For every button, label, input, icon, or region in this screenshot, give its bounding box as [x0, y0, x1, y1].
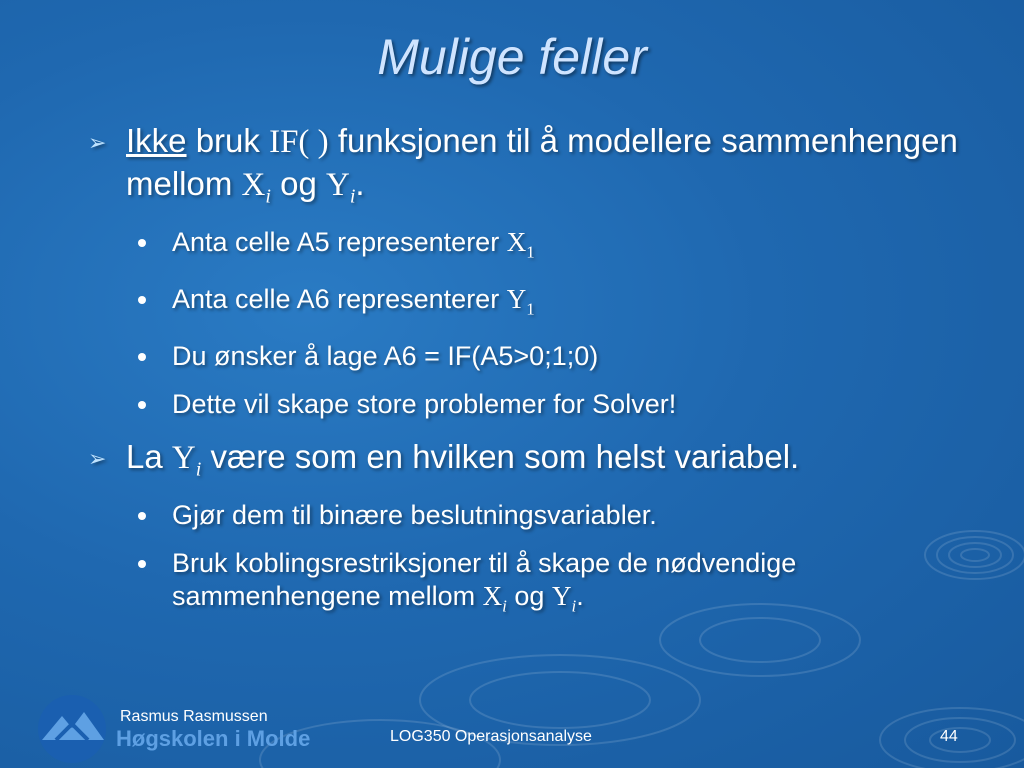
- subscript: 1: [526, 299, 535, 319]
- logo-text: Høgskolen i Molde: [116, 726, 311, 751]
- footer-author: Rasmus Rasmussen: [120, 708, 268, 725]
- y-variable: Y: [171, 440, 196, 477]
- bullet-la-yi: [88, 436, 968, 491]
- y-subscript: i: [349, 185, 356, 208]
- y-variable: Y: [325, 167, 350, 203]
- page-number: 44: [940, 728, 958, 745]
- if-function: IF( ): [269, 124, 329, 160]
- sub-bullet: [88, 283, 968, 325]
- sub-bullet-text: Gjør dem til binære beslutningsvariabler.: [172, 499, 657, 530]
- y-variable: Y: [506, 283, 527, 314]
- sub-bullet-text: Bruk koblingsrestriksjoner til å skape de nødvendige sammenhengene mellom: [172, 547, 797, 611]
- ikke-word: Ikke: [126, 122, 187, 159]
- text-fragment: funksjonen til å modellere sammenhengen mellom: [126, 122, 958, 202]
- subscript: 1: [526, 241, 535, 261]
- x-subscript: i: [265, 185, 271, 208]
- dot-bullet-icon: [138, 239, 146, 247]
- dot-bullet-icon: [138, 560, 146, 568]
- sub-bullet-text: Du ønsker å lage A6 = IF(A5>0;1;0): [172, 341, 599, 372]
- bullet-ikke-bruk-if: [88, 120, 968, 218]
- text-fragment: være som en hvilken som helst variabel.: [201, 438, 800, 476]
- text-fragment: og: [506, 580, 552, 611]
- text-fragment: .: [355, 165, 365, 202]
- sub-bullet-text: Anta celle A5 representerer: [172, 226, 507, 257]
- sub-bullet: [88, 499, 968, 532]
- sub-bullet: [88, 388, 968, 421]
- sub-bullet: [88, 547, 968, 622]
- text-fragment: og: [270, 165, 326, 202]
- sub-bullet: [88, 226, 968, 268]
- x-variable: X: [241, 167, 266, 203]
- sub-bullet: [88, 340, 968, 373]
- sub-bullet-text: Anta celle A6 representerer: [172, 283, 507, 314]
- dot-bullet-icon: [138, 296, 146, 304]
- text-fragment: La: [126, 438, 172, 476]
- footer-course: LOG350 Operasjonsanalyse: [390, 728, 592, 745]
- dot-bullet-icon: [138, 401, 146, 409]
- arrow-bullet-icon: ➢: [88, 130, 107, 155]
- y-subscript: i: [571, 596, 577, 616]
- x-variable: X: [482, 580, 503, 611]
- slide-content: [88, 120, 968, 637]
- dot-bullet-icon: [138, 512, 146, 520]
- dot-bullet-icon: [138, 353, 146, 361]
- text-fragment: .: [576, 580, 584, 611]
- y-subscript: i: [195, 458, 202, 481]
- y-variable: Y: [551, 580, 572, 611]
- arrow-bullet-icon: ➢: [88, 446, 107, 472]
- sub-bullet-text: Dette vil skape store problemer for Solver!: [172, 389, 677, 420]
- text-fragment: bruk: [186, 122, 270, 159]
- x-subscript: i: [502, 596, 507, 616]
- slide-title: Mulige feller: [377, 29, 647, 85]
- college-logo-icon: [34, 694, 110, 764]
- x-variable: X: [506, 226, 527, 257]
